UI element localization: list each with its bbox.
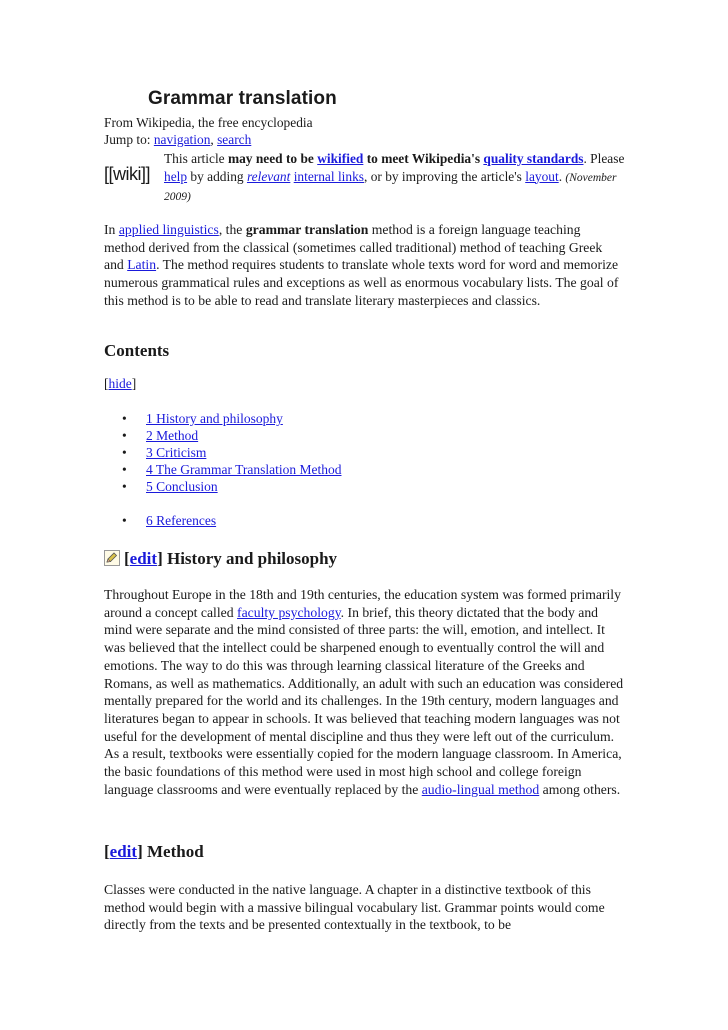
bullet-icon: • — [122, 411, 127, 426]
help-link[interactable]: help — [164, 168, 188, 184]
toc-link-references[interactable]: 6 References — [146, 513, 217, 528]
section-heading-method: [edit] Method — [104, 842, 204, 861]
bullet-icon: • — [122, 513, 127, 528]
toc-item — [104, 410, 341, 427]
bullet-icon: • — [122, 462, 127, 477]
toc-link-conclusion[interactable]: 5 Conclusion — [146, 479, 218, 494]
wikify-notice — [104, 150, 634, 204]
applied-linguistics-link[interactable]: applied linguistics — [118, 222, 219, 237]
toc-item — [104, 461, 341, 478]
contents-heading: Contents — [104, 341, 170, 360]
search-link[interactable]: search — [217, 132, 252, 147]
jump-to: Jump to: navigation, search — [104, 132, 252, 147]
edit-link-history[interactable]: edit — [129, 549, 158, 568]
intro-paragraph: In applied linguistics, the grammar translation method is a foreign language teaching method derived from the classical (sometimes called traditional) method of teaching Greek and Latin. The method requires students to translate whole texts word for word and memorize numerous grammatical rules and exceptions as well as enormous vocabulary lists. The goal of this method is to be able to read and translate literary masterpieces and classics. — [104, 222, 619, 308]
toc-toggle: [hide] — [104, 376, 137, 391]
navigation-link[interactable]: navigation — [153, 132, 211, 147]
toc-link-history[interactable]: 1 History and philosophy — [146, 411, 283, 426]
page-title: Grammar translation — [148, 88, 337, 109]
bullet-icon: • — [122, 445, 127, 460]
history-paragraph: Throughout Europe in the 18th and 19th centuries, the education system was formed primarily around a concept called faculty psychology. In brief, this theory dictated that the body and mind were separate and the mind consisted of three parts: the will, emotion, and intellect. It was believed that the intellect could be sharpened enough to eventually control the will and emotions. The way to do this was through learning classical literature of the Greeks and Romans, as well as mathematics. Additionally, an adult with such an education was considered mentally prepared for the world and its challenges. In the 19th century, modern languages and literatures began to appear in schools. It was believed that teaching modern languages was not useful for the development of mental discipline and thus they were left out of the curriculum. As a result, textbooks were essentially copied for the modern language classroom. In America, the basic foundations of this method were used in most high school and college foreign language classrooms and were eventually replaced by the audio-lingual method among others. — [104, 587, 624, 797]
toc-link-method[interactable]: 2 Method — [146, 428, 199, 443]
edit-pencil-icon[interactable] — [104, 550, 120, 566]
table-of-contents — [104, 410, 341, 529]
tagline: From Wikipedia, the free encyclopedia — [104, 115, 313, 130]
section-heading-history: [edit] History and philosophy — [104, 549, 337, 569]
toc-link-gtm[interactable]: 4 The Grammar Translation Method — [146, 462, 342, 477]
notice-date: (November 2009) — [164, 171, 617, 203]
bullet-icon: • — [122, 479, 127, 494]
edit-link-method[interactable]: edit — [109, 842, 138, 861]
audio-lingual-method-link[interactable]: audio-lingual method — [421, 781, 540, 797]
relevant-link[interactable]: relevant — [246, 168, 291, 184]
latin-link[interactable]: Latin — [127, 257, 157, 273]
layout-link[interactable]: layout — [525, 168, 559, 184]
faculty-psychology-link[interactable]: faculty psychology — [237, 604, 341, 620]
notice-text: This article may need to be wikified to meet Wikipedia's quality standards. Please help by adding relevant internal links, or by improving the article's layout. (November 2009) — [164, 151, 625, 203]
toc-item — [104, 512, 341, 529]
wiki-logo-icon: [[wiki]] — [104, 164, 151, 184]
toc-link-criticism[interactable]: 3 Criticism — [146, 445, 207, 460]
internal-links-link[interactable]: internal links — [293, 168, 364, 184]
wikified-link[interactable]: wikified — [317, 151, 364, 166]
hide-toc-link[interactable]: hide — [108, 376, 132, 391]
method-paragraph: Classes were conducted in the native language. A chapter in a distinctive textbook of this method would begin with a massive bilingual vocabulary list. Grammar points would come directly from the texts and be presented contextually in the textbook, to be — [104, 882, 605, 933]
bullet-icon: • — [122, 428, 127, 443]
toc-item — [104, 444, 341, 461]
toc-item — [104, 478, 341, 495]
toc-item — [104, 427, 341, 444]
quality-standards-link[interactable]: quality standards — [483, 151, 584, 166]
